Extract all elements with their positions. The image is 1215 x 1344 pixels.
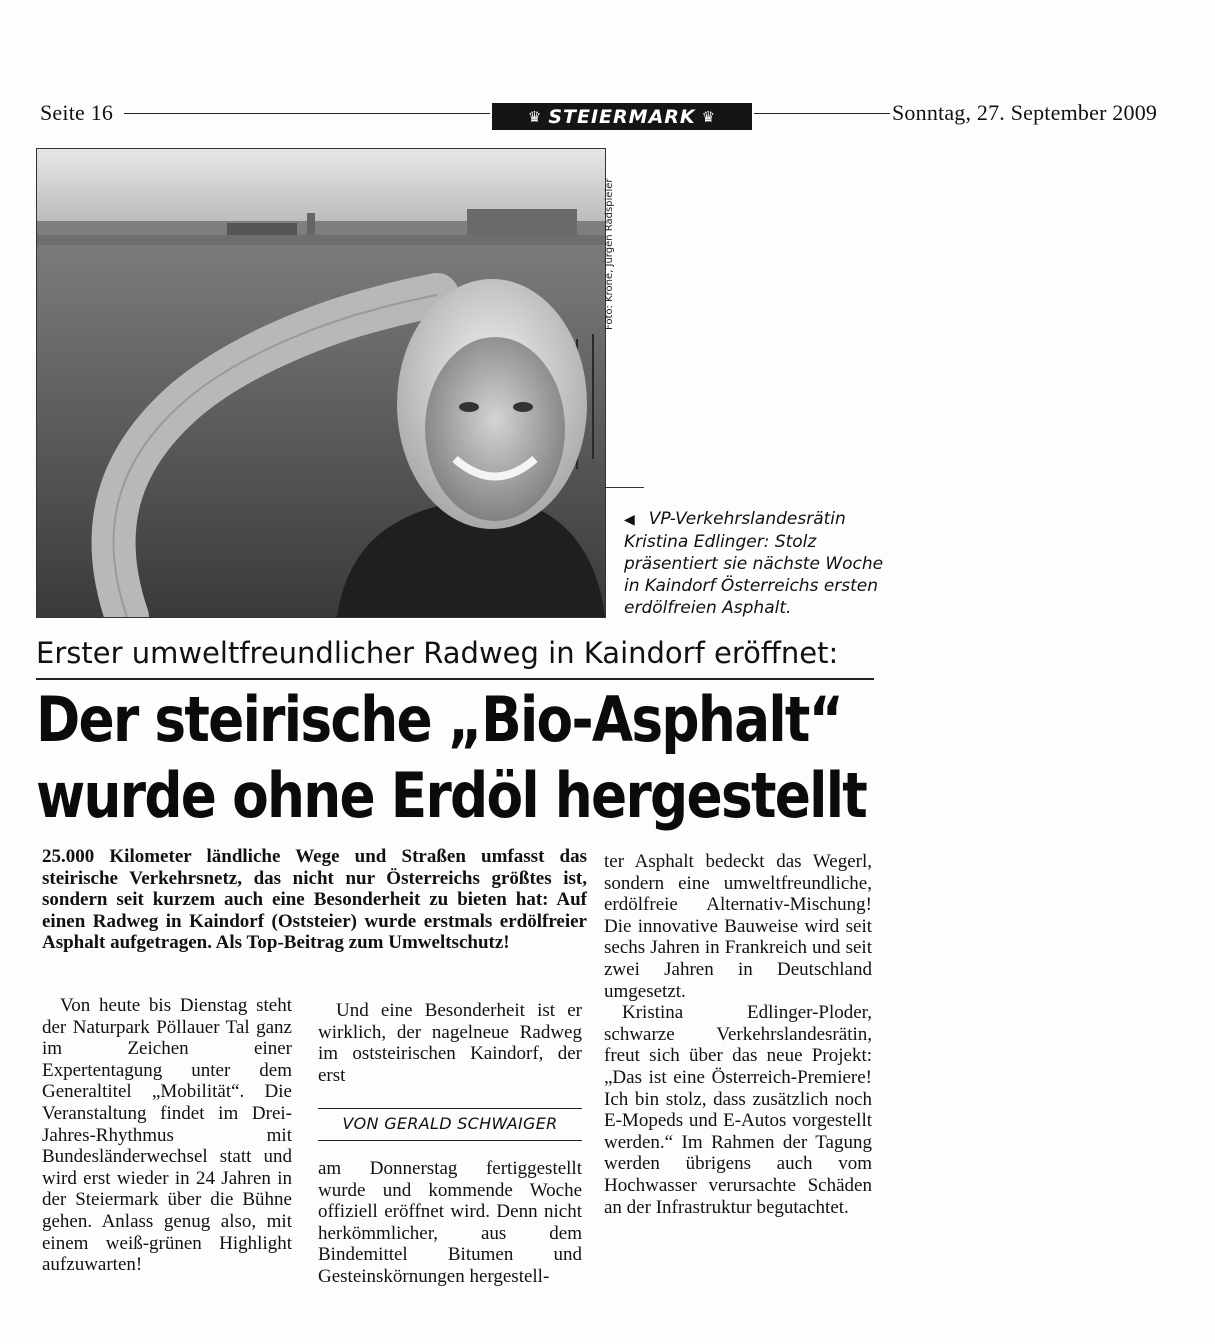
photo-credit: Foto: Krone, Jürgen Radspieler [604,178,615,330]
column-2-top-text: Und eine Besonderheit ist er wirklich, der nagelneue Radweg im oststeirischen Kaindorf, der erst [318,1000,582,1086]
triangle-left-icon: ◀ [624,512,635,528]
headline [36,682,867,834]
lead-paragraph: 25.000 Kilometer ländliche Wege und Straßen umfasst das steirische Verkehrsnetz, das nicht nur Österreichs größtes ist, sondern seit kurzem auch eine Besonderheit zu bieten hat: Auf einen Radweg in Kaindorf (Oststeier) wurde erstmals erdölfreier Asphalt aufgetragen. Als Top-Beitrag zum Umweltschutz! [42,846,587,954]
photo-caption [624,508,884,619]
byline-rule-top [318,1108,582,1109]
caption-text: VP-Verkehrslandesrätin Kristina Edlinger: Stolz präsentiert sie nächste Woche in Kaindorf Österreichs ersten erdölfreien Asphalt. [624,509,884,618]
headline-line-2: wurde ohne Erdöl hergestellt [36,759,867,832]
section-name: STEIERMARK [548,105,696,128]
column-3 [604,851,872,1218]
page-number: Seite 16 [40,100,114,125]
byline: VON GERALD SCHWAIGER [342,1114,558,1133]
byline-rule-bottom [318,1140,582,1141]
headline-line-1: Der steirische „Bio-Asphalt“ [36,683,843,756]
section-logo [492,103,752,130]
kicker: Erster umweltfreundlicher Radweg in Kaindorf eröffnet: [36,636,839,670]
crown-icon: ♛ [527,107,543,126]
article-photo [36,148,606,618]
header-rule-left [124,113,490,114]
crown-icon: ♛ [701,107,717,126]
issue-date: Sonntag, 27. September 2009 [892,100,1158,125]
column-1-text: Von heute bis Dienstag steht der Naturpark Pöllauer Tal ganz im Zeichen einer Expertentagung unter dem Generaltitel „Mobilität“. Die Veranstaltung findet im Drei-Jahres-Rhythmus mit Bundesländerwechsel statt und wird erst wieder in 24 Jahren in der Steiermark über die Bühne gehen. Anlass genug also, mit einem weiß-grünen Highlight aufzuwarten! [42,995,292,1276]
kicker-rule [36,678,874,680]
column-3-paragraph-2: Kristina Edlinger-Ploder, schwarze Verkehrslandesrätin, freut sich über das neue Projekt: „Das ist eine Österreich-Premiere! Ich bin stolz, dass zusätzlich noch E-Mopeds und E-Autos vorgestellt werden.“ Im Rahmen der Tagung werden übrigens auch vom Hochwasser verursachte Schäden an der Infrastruktur begutachtet. [604,1002,872,1218]
column-2-bottom-text: am Donnerstag fertiggestellt wurde und kommende Woche offiziell eröffnet wird. Denn nicht herkömmlicher, aus dem Bindemittel Bitumen und Gesteinskörnungen hergestell- [318,1158,582,1287]
column-3-paragraph-1: ter Asphalt bedeckt das Wegerl, sondern eine umweltfreundliche, erdölfreie Alternativ-Mischung! Die innovative Bauweise wird seit sechs Jahren in Frankreich und seit zwei Jahren in Deutschland umgesetzt. [604,851,872,1002]
caption-rule [604,487,644,488]
header-rule-right [754,113,890,114]
